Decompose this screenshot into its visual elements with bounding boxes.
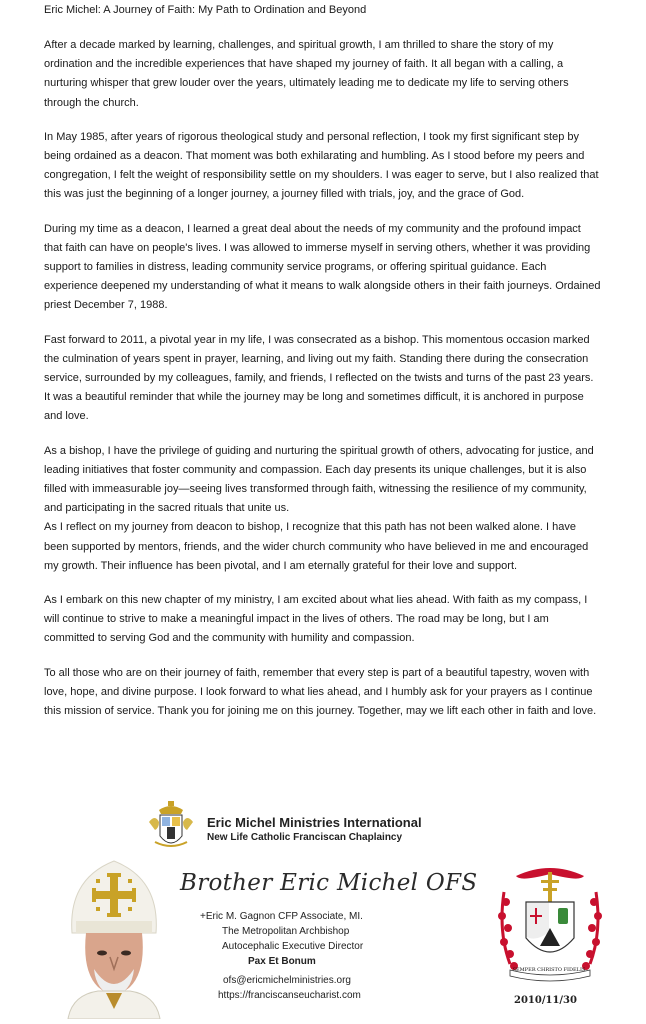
paragraph-8: To all those who are on their journey of faith, remember that every step is part of a beautiful tapestry, woven with love, hope, and divine purpose. I look forward to what lies ahead, and I humbly ask for your prayers as I continue this mission of service. Thank you for joining me on this journey. Together, may we lift each other in faith and love. <box>44 666 597 718</box>
paragraph-3: During my time as a deacon, I learned a great deal about the needs of my community and the profound impact that faith can have on people's lives. I was allowed to immerse myself in serving others, whether it was providing support to families in distress, leading community service programs, or offering spiritual guidance. Each experience deepened my understanding of what it means to walk alongside others in their faith journeys. Ordained priest December 7, 1988. <box>44 222 601 312</box>
website-link[interactable]: https://franciscanseucharist.com <box>218 990 361 1001</box>
paragraph-4: Fast forward to 2011, a pivotal year in my life, I was consecrated as a bishop. This momentous occasion marked the culmination of years spent in prayer, learning, and living out my faith. Standing there during the consecration service, surrounded by my colleagues, family, and friends, I reflected on the twists and turns of the past 23 years. It was a beautiful reminder that while the journey may be long and sometimes difficult, it is anchored in purpose and love. <box>44 333 594 423</box>
email-link[interactable]: ofs@ericmichelministries.org <box>223 975 351 986</box>
paragraph-1: After a decade marked by learning, challenges, and spiritual growth, I am thrilled to share the story of my ordination and the incredible experiences that have shaped my journey of faith. It all began with a calling, a nurturing whisper that grew louder over the years, ultimately leading me to dedicate my life to serving others through the church. <box>44 39 569 109</box>
paragraph-5: As a bishop, I have the privilege of guiding and nurturing the spiritual growth of others, advocating for justice, and leading initiatives that foster community and compassion. Each day presents its unique challenges, but it is also filled with immeasurable joy—seeing lives transformed through faith, witnessing the resilience of my community, and participating in the sacred rituals that unite us. <box>44 444 594 515</box>
contact-block <box>198 909 438 1003</box>
bishop-portrait <box>58 859 170 1019</box>
motto-line: Pax Et Bonum <box>248 956 316 967</box>
paragraph-2: In May 1985, after years of rigorous theological study and personal reflection, I took my first significant step by being ordained as a deacon. That moment was both exhilarating and humbling. As I stood before my peers and congregation, I felt the weight of responsibility settle on my shoulders. I was eager to serve, but I also realized that this was just the beginning of a longer journey, a journey filled with trials, joy, and the grace of God. <box>44 130 599 201</box>
paragraph-7: As I embark on this new chapter of my ministry, I am excited about what lies ahead. With faith as my compass, I will continue to strive to make a meaningful impact in the lives of others. The road may be long, but I am committed to serving God and the community with humility and compassion. <box>44 594 588 645</box>
paragraph-6: As I reflect on my journey from deacon to bishop, I recognize that this path has not been walked alone. I have been supported by mentors, friends, and the wider church community who have believed in me and encouraged my growth. Their influence has been pivotal, and I am eternally grateful for their love and support. <box>44 521 589 572</box>
coat-of-arms-motto: SEMPER CHRISTO FIDELIS <box>512 967 586 973</box>
org-name: Eric Michel Ministries International <box>207 815 422 830</box>
name-line: +Eric M. Gagnon CFP Associate, MI. <box>200 911 363 922</box>
article <box>44 2 602 736</box>
signature-date: 2010/11/30 <box>514 995 577 1006</box>
ministry-logo-icon <box>145 800 197 852</box>
title-line: The Metropolitan Archbishop <box>222 926 350 937</box>
org-subtitle: New Life Catholic Franciscan Chaplaincy <box>207 832 403 843</box>
role-line: Autocephalic Executive Director <box>222 941 364 952</box>
article-title: Eric Michel: A Journey of Faith: My Path to Ordination and Beyond <box>44 4 367 16</box>
script-signature-name: Brother Eric Michel OFS <box>180 870 478 896</box>
